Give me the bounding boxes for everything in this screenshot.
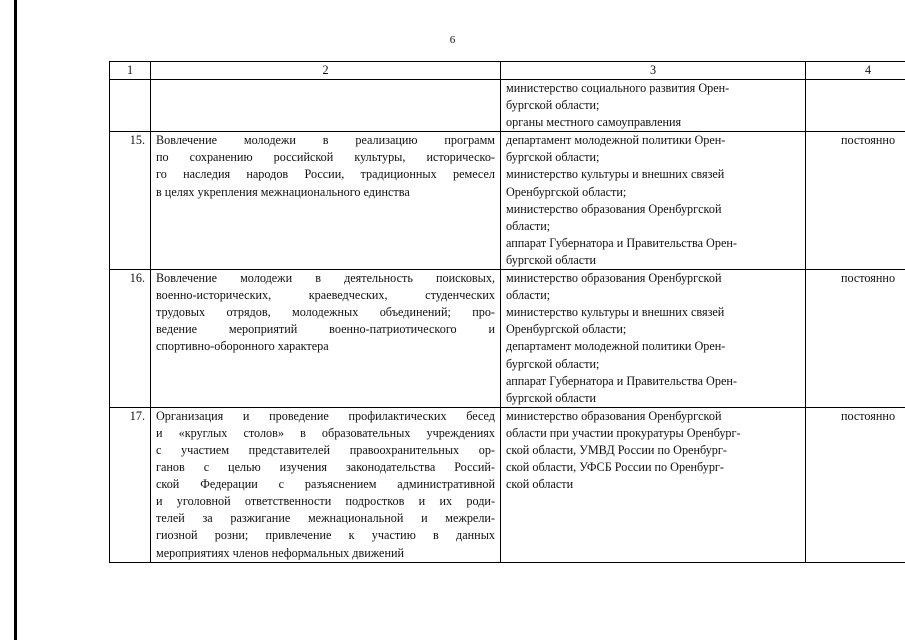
executor-line: ской области <box>506 477 574 492</box>
event-description <box>151 132 501 270</box>
description-line: с участием представителей правоохранительных ор- <box>156 442 495 457</box>
event-description <box>151 407 501 562</box>
table-row <box>110 270 905 408</box>
executor-line: министерство социального развития Орен- <box>506 81 730 95</box>
description-line: по сохранению российской культуры, историческо- <box>156 150 495 165</box>
description-line: трудовых отрядов, молодежных объединений; про- <box>156 305 495 320</box>
description-line: мероприятиях членов неформальных движений <box>156 545 405 560</box>
row-number: 17. <box>110 407 151 562</box>
num-cell <box>110 80 151 132</box>
description-line: военно-исторических, краеведческих, студенческих <box>156 288 495 303</box>
description-line: и «круглых столов» в образовательных учреждениях <box>156 425 495 440</box>
row-number: 15. <box>110 132 151 270</box>
executor-line: бургской области <box>506 252 597 267</box>
description-line: ведение мероприятий военно-патриотического и <box>156 322 495 337</box>
executor-line: бургской области; <box>506 98 600 113</box>
header-cell-4: 4 <box>806 62 905 80</box>
executors-cell <box>501 270 806 408</box>
description-line: гиозной розни; привлечение к участию в данных <box>156 528 495 543</box>
page-edge-rule <box>14 0 17 640</box>
term-cell <box>806 80 905 132</box>
executors-cell <box>501 80 806 132</box>
executor-line: ской области, УМВД России по Оренбург- <box>506 442 727 457</box>
term-cell: постоянно <box>806 407 905 562</box>
executor-line: департамент молодежной политики Орен- <box>506 339 726 354</box>
desc-cell <box>151 80 501 132</box>
executor-line: области при участии прокуратуры Оренбург- <box>506 425 741 440</box>
description-line: ганов с целью изучения законодательства Россий- <box>156 460 495 475</box>
executor-line: министерство культуры и внешних связей <box>506 305 725 320</box>
executor-line: министерство образования Оренбургской <box>506 271 722 286</box>
description-line: ской Федерации с разъяснением административной <box>156 477 495 492</box>
executor-line: органы местного самоуправления <box>506 115 682 130</box>
header-cell-2: 2 <box>151 62 501 80</box>
description-line: в целях укрепления межнационального единства <box>156 184 410 199</box>
description-line: го наследия народов России, традиционных ремесел <box>156 167 495 182</box>
events-table <box>109 61 905 563</box>
executor-line: бургской области; <box>506 356 600 371</box>
executor-line: аппарат Губернатора и Правительства Орен- <box>506 373 737 388</box>
header-cell-1: 1 <box>110 62 151 80</box>
executor-line: министерство образования Оренбургской <box>506 408 722 423</box>
executors-cell <box>501 407 806 562</box>
executor-line: департамент молодежной политики Орен- <box>506 133 726 148</box>
executor-line: области; <box>506 218 551 233</box>
executor-line: области; <box>506 288 551 303</box>
executor-line: министерство культуры и внешних связей <box>506 167 725 182</box>
table-header-row <box>110 62 905 80</box>
row-number: 16. <box>110 270 151 408</box>
table-row <box>110 132 905 270</box>
executor-line: ской области, УФСБ России по Оренбург- <box>506 460 724 475</box>
description-line: и уголовной ответственности подростков и их роди- <box>156 494 495 509</box>
description-line: Организация и проведение профилактических бесед <box>156 408 495 423</box>
event-description <box>151 270 501 408</box>
executor-line: бургской области; <box>506 150 600 165</box>
executor-line: бургской области <box>506 390 597 405</box>
table-row <box>110 407 905 562</box>
description-line: спортивно-оборонного характера <box>156 339 329 354</box>
executor-line: министерство образования Оренбургской <box>506 201 722 216</box>
description-line: Вовлечение молодежи в реализацию программ <box>156 133 495 148</box>
executor-line: Оренбургской области; <box>506 184 627 199</box>
executor-line: аппарат Губернатора и Правительства Орен- <box>506 235 737 250</box>
page-number: 6 <box>449 34 456 46</box>
header-cell-3: 3 <box>501 62 806 80</box>
term-cell: постоянно <box>806 270 905 408</box>
executors-cell <box>501 132 806 270</box>
description-line: Вовлечение молодежи в деятельность поисковых, <box>156 271 495 286</box>
executor-line: Оренбургской области; <box>506 322 627 337</box>
table-row-continuation <box>110 80 905 132</box>
description-line: телей за разжигание межнациональной и межрели- <box>156 511 495 526</box>
term-cell: постоянно <box>806 132 905 270</box>
